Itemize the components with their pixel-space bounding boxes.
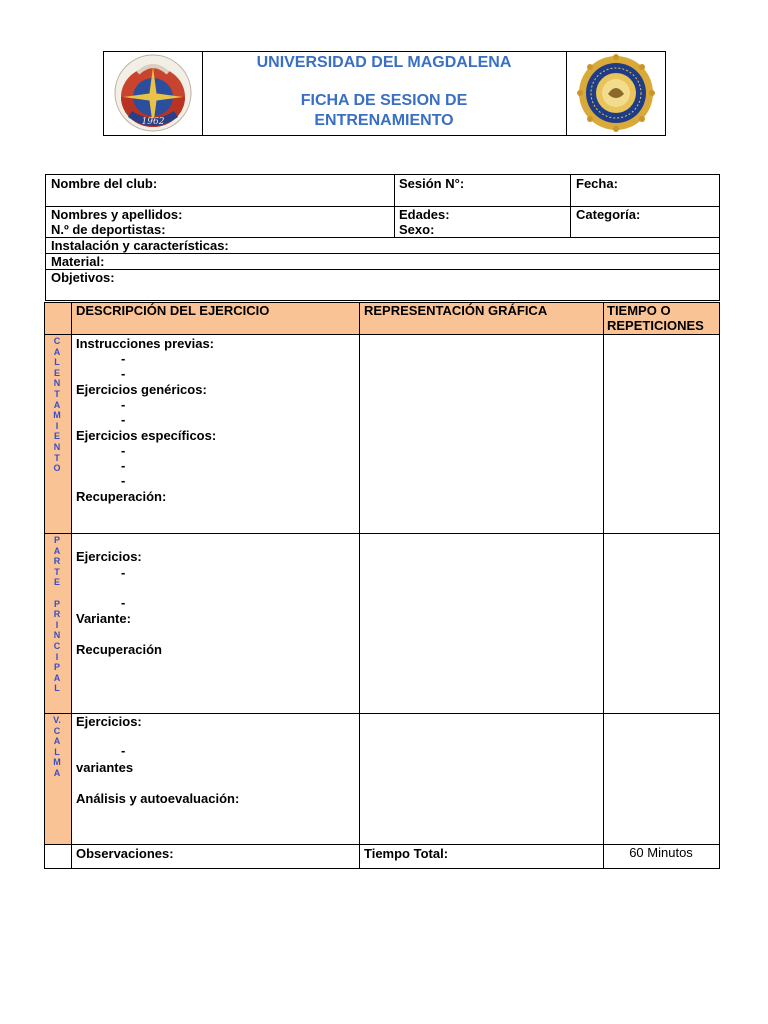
main-part-side-label: P A R T E P R I N C I P A L bbox=[53, 535, 61, 694]
warmup-recovery-label: Recuperación: bbox=[76, 489, 167, 504]
dash-item: - bbox=[121, 351, 126, 366]
total-time-label: Tiempo Total: bbox=[364, 846, 449, 861]
university-logo bbox=[108, 53, 198, 133]
header-divider-right bbox=[566, 51, 567, 136]
table-col-line bbox=[603, 302, 604, 869]
generic-exercises-label: Ejercicios genéricos: bbox=[76, 382, 207, 397]
dash-item: - bbox=[121, 397, 126, 412]
dash-item: - bbox=[121, 565, 126, 580]
dash-item: - bbox=[121, 412, 126, 427]
col-header-time-line2: REPETICIONES bbox=[607, 318, 704, 333]
university-name: UNIVERSIDAD DEL MAGDALENA bbox=[256, 54, 512, 71]
material-label[interactable]: Material: bbox=[51, 254, 105, 269]
category-label[interactable]: Categoría: bbox=[576, 207, 641, 222]
info-row-line bbox=[45, 269, 720, 270]
variant-label: Variante: bbox=[76, 611, 131, 626]
info-col-line bbox=[570, 174, 571, 237]
ages-label[interactable]: Edades: bbox=[399, 207, 450, 222]
variants-label: variantes bbox=[76, 760, 134, 775]
table-col-line bbox=[359, 302, 360, 869]
facility-label[interactable]: Instalación y características: bbox=[51, 238, 229, 253]
names-label[interactable]: Nombres y apellidos: bbox=[51, 207, 183, 222]
dash-item: - bbox=[121, 458, 126, 473]
dash-item: - bbox=[121, 366, 126, 381]
prev-instructions-label: Instrucciones previas: bbox=[76, 336, 214, 351]
accreditation-seal bbox=[574, 54, 658, 132]
dash-item: - bbox=[121, 443, 126, 458]
total-time-value: 60 Minutos bbox=[629, 845, 693, 860]
objectives-label[interactable]: Objetivos: bbox=[51, 270, 115, 285]
table-row-line bbox=[44, 334, 720, 335]
info-row-line bbox=[45, 253, 720, 254]
col-header-time-line1: TIEMPO O bbox=[607, 303, 671, 318]
table-col-line bbox=[71, 302, 72, 869]
specific-exercises-label: Ejercicios específicos: bbox=[76, 428, 217, 443]
form-title-line2: ENTRENAMIENTO bbox=[314, 112, 454, 129]
num-athletes-label[interactable]: N.º de deportistas: bbox=[51, 222, 166, 237]
form-title-line1: FICHA DE SESION DE bbox=[300, 92, 468, 109]
observations-label[interactable]: Observaciones: bbox=[76, 846, 174, 861]
cooldown-exercises-label: Ejercicios: bbox=[76, 714, 142, 729]
club-name-label[interactable]: Nombre del club: bbox=[51, 176, 158, 191]
warmup-side-label: C A L E N T A M I E N T O bbox=[53, 336, 61, 474]
table-row-line bbox=[44, 713, 720, 714]
main-exercises-label: Ejercicios: bbox=[76, 549, 142, 564]
cooldown-side-label: V. C A L M A bbox=[53, 715, 61, 778]
session-number-label[interactable]: Sesión N°: bbox=[399, 176, 465, 191]
logo-year: 1962 bbox=[141, 117, 165, 127]
analysis-label: Análisis y autoevaluación: bbox=[76, 791, 240, 806]
main-recovery-label: Recuperación bbox=[76, 642, 162, 657]
col-header-description: DESCRIPCIÓN DEL EJERCICIO bbox=[76, 303, 270, 318]
dash-item: - bbox=[121, 743, 126, 758]
dash-item: - bbox=[121, 595, 126, 610]
date-label[interactable]: Fecha: bbox=[576, 176, 618, 191]
table-row-line bbox=[44, 533, 720, 534]
info-col-line bbox=[394, 174, 395, 237]
dash-item: - bbox=[121, 473, 126, 488]
sex-label[interactable]: Sexo: bbox=[399, 222, 435, 237]
col-header-graphic: REPRESENTACIÓN GRÁFICA bbox=[364, 303, 548, 318]
